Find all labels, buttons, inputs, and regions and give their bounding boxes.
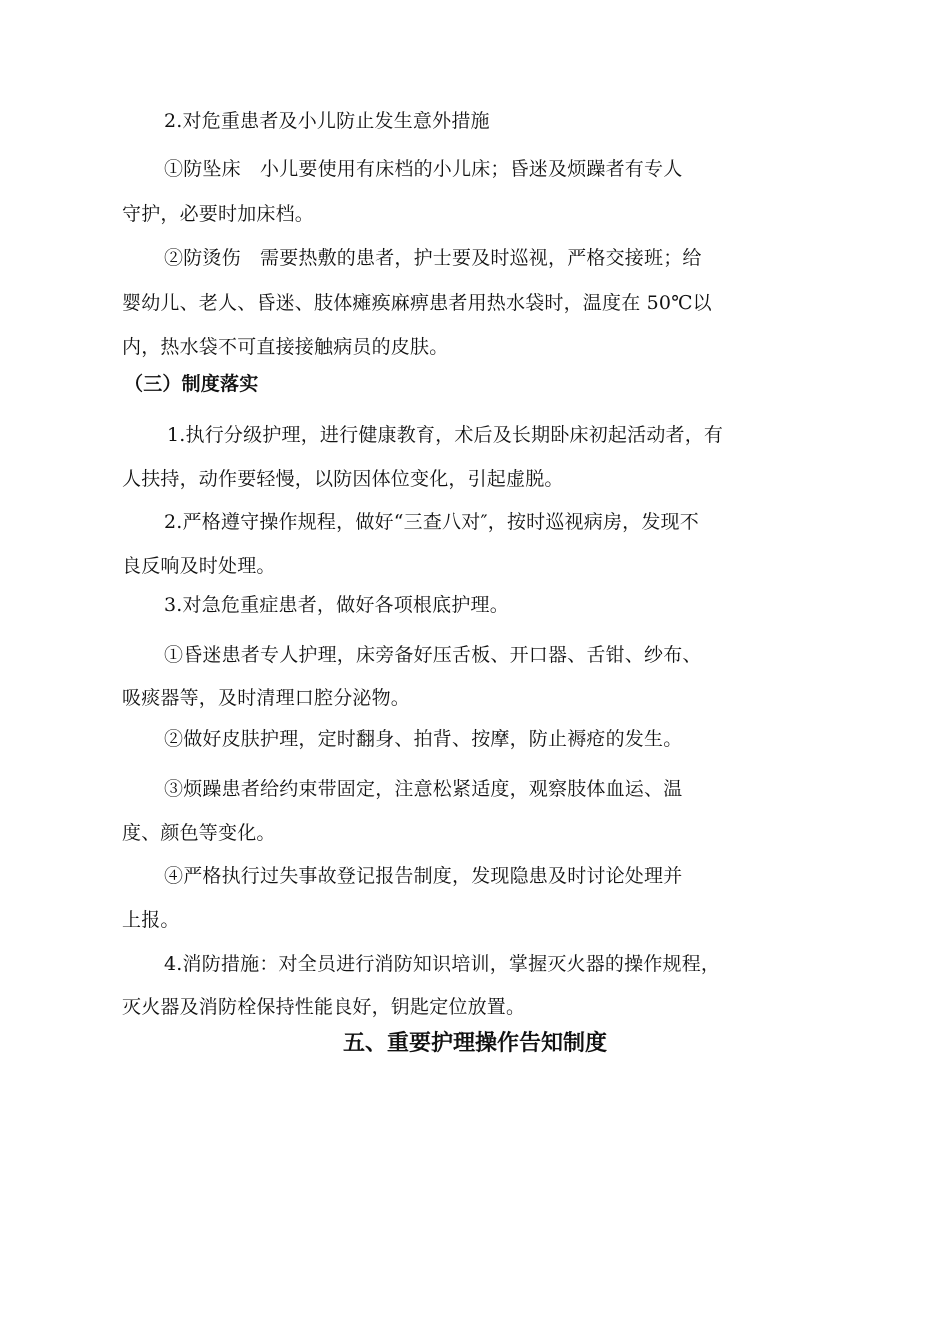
paragraph-line: 2.严格遵守操作规程，做好“三查八对″，按时巡视病房，发现不 — [164, 511, 699, 533]
paragraph-line: ①防坠床 小儿要使用有床档的小儿床；昏迷及烦躁者有专人 — [164, 158, 683, 180]
paragraph-line: 人扶持，动作要轻慢，以防因体位变化，引起虚脱。 — [122, 468, 564, 490]
paragraph-line: 婴幼儿、老人、昏迷、肢体瘫痪麻痹患者用热水袋时，温度在 50℃以 — [122, 292, 712, 314]
paragraph-line: 守护，必要时加床档。 — [122, 203, 315, 225]
paragraph-line: ①昏迷患者专人护理，床旁备好压舌板、开口器、舌钳、纱布、 — [164, 644, 702, 666]
paragraph-line: 吸痰器等，及时清理口腔分泌物。 — [122, 687, 411, 709]
paragraph-line: ④严格执行过失事故登记报告制度，发现隐患及时讨论处理并 — [164, 865, 683, 887]
paragraph-line: 内，热水袋不可直接接触病员的皮肤。 — [122, 336, 449, 358]
paragraph-line: 2.对危重患者及小儿防止发生意外措施 — [164, 110, 490, 132]
paragraph-line: 灭火器及消防栓保持性能良好，钥匙定位放置。 — [122, 996, 526, 1018]
section-title: 五、重要护理操作告知制度 — [342, 1031, 607, 1056]
paragraph-line: 度、颜色等变化。 — [122, 822, 276, 844]
paragraph-line: 良反响及时处理。 — [122, 555, 276, 577]
paragraph-line: 3.对急危重症患者，做好各项根底护理。 — [164, 594, 509, 616]
paragraph-line: ②防烫伤 需要热敷的患者，护士要及时巡视，严格交接班；给 — [164, 247, 702, 269]
paragraph-line: ③烦躁患者给约束带固定，注意松紧适度，观察肢体血运、温 — [164, 778, 683, 800]
paragraph-line: 4.消防措施：对全员进行消防知识培训，掌握灭火器的操作规程， — [164, 953, 721, 975]
paragraph-line: ②做好皮肤护理，定时翻身、拍背、按摩，防止褥疮的发生。 — [164, 728, 683, 750]
paragraph-line: 1.执行分级护理，进行健康教育，术后及长期卧床初起活动者，有 — [167, 424, 724, 446]
paragraph-line: 上报。 — [122, 909, 180, 931]
subsection-heading: （三）制度落实 — [124, 373, 259, 395]
